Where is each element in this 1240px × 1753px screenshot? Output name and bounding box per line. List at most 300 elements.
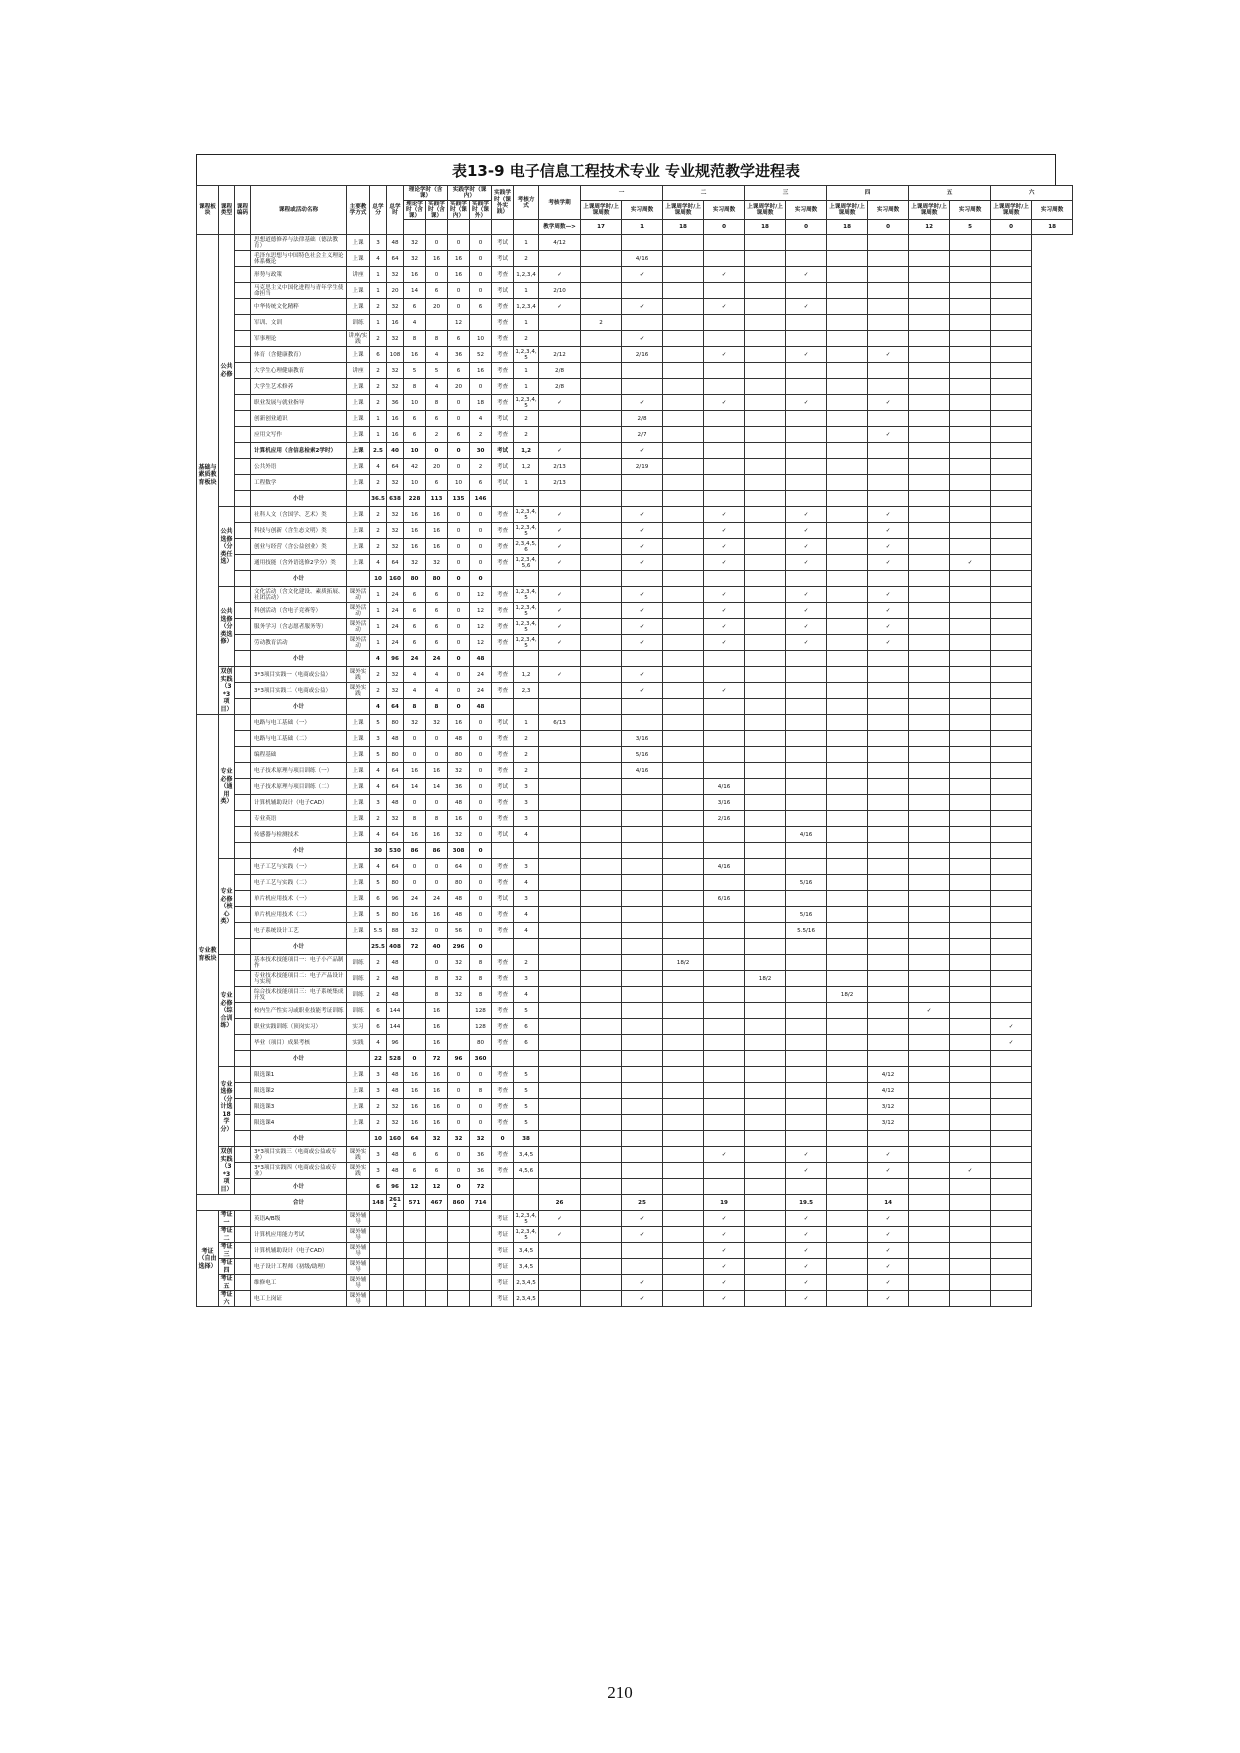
cell bbox=[827, 331, 868, 347]
cell: 0 bbox=[426, 955, 448, 971]
cell: 108 bbox=[387, 347, 404, 363]
cell bbox=[539, 1115, 581, 1131]
table-row bbox=[197, 891, 1073, 907]
cell bbox=[581, 1131, 622, 1147]
cell bbox=[745, 987, 786, 1003]
course-code bbox=[235, 827, 251, 843]
cell: 3/12 bbox=[868, 1099, 909, 1115]
cell bbox=[347, 1195, 370, 1211]
cell bbox=[663, 731, 704, 747]
cell bbox=[909, 411, 950, 427]
cell: 上课 bbox=[347, 523, 370, 539]
cell: 530 bbox=[387, 843, 404, 859]
cell: 1 bbox=[514, 715, 539, 731]
cell bbox=[704, 1115, 745, 1131]
cell bbox=[827, 827, 868, 843]
cell bbox=[704, 235, 745, 251]
cell bbox=[950, 1115, 991, 1131]
cell: 24 bbox=[426, 891, 448, 907]
cell: ✓ bbox=[786, 1211, 827, 1227]
cell bbox=[909, 763, 950, 779]
cell bbox=[950, 955, 991, 971]
cell bbox=[868, 235, 909, 251]
cell: 16 bbox=[426, 251, 448, 267]
course-name: 电子系统设计工艺 bbox=[251, 923, 347, 939]
cell bbox=[745, 1243, 786, 1259]
cell bbox=[827, 1051, 868, 1067]
cell: ✓ bbox=[622, 683, 663, 699]
cell: 3 bbox=[370, 235, 387, 251]
cell bbox=[370, 1275, 387, 1291]
cell bbox=[663, 875, 704, 891]
cell: 1,2,3,4,5 bbox=[515, 604, 537, 617]
cell: 上课 bbox=[347, 827, 370, 843]
cell: 0 bbox=[448, 587, 470, 603]
cell bbox=[950, 347, 991, 363]
cell: 考查 bbox=[492, 859, 514, 875]
cell bbox=[786, 315, 827, 331]
cell: 4 bbox=[370, 651, 387, 667]
cell: 3 bbox=[514, 779, 539, 795]
cell bbox=[827, 651, 868, 667]
cell bbox=[704, 1003, 745, 1019]
course-code bbox=[235, 747, 251, 763]
cell: 4/16 bbox=[622, 763, 663, 779]
cell bbox=[991, 251, 1032, 267]
header-year-1: 一 bbox=[581, 186, 663, 201]
cell: 2 bbox=[370, 811, 387, 827]
cell: 课外辅导 bbox=[347, 1211, 370, 1227]
cell: 16 bbox=[404, 1083, 426, 1099]
cell bbox=[470, 1275, 492, 1291]
cell bbox=[663, 1227, 704, 1243]
cell bbox=[539, 1099, 581, 1115]
course-name: 单片机应用技术（一） bbox=[251, 891, 347, 907]
cell bbox=[514, 651, 539, 667]
cell: 上课 bbox=[347, 763, 370, 779]
header-practice-week: 实习周数 bbox=[868, 201, 909, 220]
cell: 4 bbox=[370, 555, 387, 571]
cell: 考查 bbox=[492, 811, 514, 827]
cell bbox=[622, 1147, 663, 1163]
cell: 0 bbox=[470, 555, 492, 571]
cell bbox=[704, 651, 745, 667]
cell: 146 bbox=[470, 491, 492, 507]
cell: 2 bbox=[514, 955, 539, 971]
cell bbox=[663, 1019, 704, 1035]
cell bbox=[950, 523, 991, 539]
cell bbox=[704, 427, 745, 443]
cell: 8 bbox=[426, 331, 448, 347]
course-name: 毛泽东思想与中国特色社会主义理论体系概论 bbox=[251, 251, 347, 267]
cell bbox=[663, 1291, 704, 1307]
cell: 考试 bbox=[492, 251, 514, 267]
cell: 64 bbox=[387, 859, 404, 875]
cell bbox=[909, 507, 950, 523]
cell bbox=[909, 731, 950, 747]
cell: 4 bbox=[404, 683, 426, 699]
cell: 1 bbox=[514, 235, 539, 251]
cell: 0 bbox=[470, 939, 492, 955]
cell: 2,3,4,5,6 bbox=[515, 540, 537, 553]
cell bbox=[581, 1147, 622, 1163]
cell bbox=[950, 1035, 991, 1051]
cell: 考查 bbox=[492, 635, 514, 651]
cell bbox=[448, 1243, 470, 1259]
cell: ✓ bbox=[622, 523, 663, 539]
course-code bbox=[235, 251, 251, 267]
cell: 20 bbox=[448, 379, 470, 395]
cell bbox=[827, 539, 868, 555]
cell bbox=[786, 987, 827, 1003]
cell: ✓ bbox=[786, 347, 827, 363]
course-name: 职业实践训练（顶岗实习） bbox=[251, 1019, 347, 1035]
cell: ✓ bbox=[786, 523, 827, 539]
cell bbox=[581, 1243, 622, 1259]
header-week-count: 17 bbox=[581, 220, 622, 235]
cell bbox=[622, 923, 663, 939]
cell bbox=[539, 571, 581, 587]
cell bbox=[663, 1131, 704, 1147]
cell bbox=[786, 1019, 827, 1035]
cell bbox=[663, 331, 704, 347]
cell: 5 bbox=[370, 747, 387, 763]
cell: 上课 bbox=[347, 1099, 370, 1115]
cell: 16 bbox=[470, 363, 492, 379]
cell bbox=[991, 603, 1032, 619]
cell bbox=[991, 619, 1032, 635]
cell: 6 bbox=[370, 891, 387, 907]
table-row bbox=[197, 603, 1073, 619]
cell bbox=[581, 779, 622, 795]
cell: 课外活动 bbox=[347, 635, 370, 651]
cell bbox=[991, 699, 1032, 715]
cell: 32 bbox=[448, 987, 470, 1003]
cell bbox=[827, 363, 868, 379]
cell bbox=[991, 1115, 1032, 1131]
cell: ✓ bbox=[909, 1003, 950, 1019]
cell bbox=[539, 1083, 581, 1099]
cell: 32 bbox=[426, 1131, 448, 1147]
cell bbox=[745, 1147, 786, 1163]
cell: 2 bbox=[581, 315, 622, 331]
cell bbox=[581, 411, 622, 427]
cell: 24 bbox=[404, 891, 426, 907]
cell: ✓ bbox=[786, 635, 827, 651]
cell: 8 bbox=[404, 699, 426, 715]
cell: 80 bbox=[448, 875, 470, 891]
cell bbox=[622, 1179, 663, 1195]
cell bbox=[950, 235, 991, 251]
cell: ✓ bbox=[704, 299, 745, 315]
table-row bbox=[197, 1019, 1073, 1035]
cell bbox=[622, 779, 663, 795]
cell bbox=[581, 459, 622, 475]
header-module: 课程板块 bbox=[197, 186, 219, 235]
cell: 考查 bbox=[492, 347, 514, 363]
cell: 6 bbox=[426, 283, 448, 299]
cell bbox=[581, 731, 622, 747]
cell bbox=[663, 1275, 704, 1291]
course-name: 形势与政策 bbox=[251, 267, 347, 283]
cell: ✓ bbox=[786, 1227, 827, 1243]
cell: 16 bbox=[404, 1115, 426, 1131]
cell: 上课 bbox=[347, 1115, 370, 1131]
cell bbox=[909, 555, 950, 571]
cell bbox=[909, 603, 950, 619]
cell bbox=[663, 443, 704, 459]
cell bbox=[786, 1099, 827, 1115]
cell: 32 bbox=[387, 331, 404, 347]
cell bbox=[745, 1259, 786, 1275]
course-name: 职业发展与就业指导 bbox=[251, 395, 347, 411]
course-name: 电路与电工基础（二） bbox=[251, 731, 347, 747]
cell: 1 bbox=[370, 315, 387, 331]
group-name: 双创实践（3*3项目） bbox=[220, 668, 233, 713]
cell bbox=[827, 235, 868, 251]
course-name: 3*3项目实践二（电商或公益） bbox=[251, 683, 347, 699]
cell: 上课 bbox=[347, 283, 370, 299]
cell bbox=[868, 651, 909, 667]
cell: ✓ bbox=[622, 1227, 663, 1243]
cell bbox=[991, 459, 1032, 475]
header-practice-week: 实习周数 bbox=[622, 201, 663, 220]
cell bbox=[868, 731, 909, 747]
cell: 4 bbox=[370, 779, 387, 795]
cell: 0 bbox=[448, 1179, 470, 1195]
cell bbox=[539, 859, 581, 875]
cell bbox=[745, 779, 786, 795]
cell bbox=[745, 955, 786, 971]
cell: 0 bbox=[470, 875, 492, 891]
cell bbox=[663, 363, 704, 379]
subtotal-row bbox=[197, 1131, 1073, 1147]
cell bbox=[745, 763, 786, 779]
cell bbox=[663, 763, 704, 779]
cell: 2 bbox=[370, 1099, 387, 1115]
cell: 32 bbox=[404, 923, 426, 939]
cell bbox=[745, 891, 786, 907]
cell: ✓ bbox=[704, 683, 745, 699]
cert-row bbox=[197, 1211, 1073, 1227]
cell: ✓ bbox=[868, 1211, 909, 1227]
cell bbox=[991, 811, 1032, 827]
cell: 6 bbox=[448, 427, 470, 443]
header-prac-a: 实践学时（课内） bbox=[448, 201, 470, 220]
cell bbox=[663, 523, 704, 539]
cell bbox=[539, 763, 581, 779]
cell: 0 bbox=[470, 779, 492, 795]
cell bbox=[991, 235, 1032, 251]
course-name: 服务学习（含志愿者服务等） bbox=[251, 619, 347, 635]
cell bbox=[909, 1275, 950, 1291]
cell: ✓ bbox=[539, 603, 581, 619]
cell: 30 bbox=[470, 443, 492, 459]
cell bbox=[950, 459, 991, 475]
cell: ✓ bbox=[704, 523, 745, 539]
group-name: 双创实践（3*3项目） bbox=[220, 1148, 233, 1193]
cell: 5.5 bbox=[370, 923, 387, 939]
group-name: 专业必修（通用类） bbox=[219, 715, 235, 859]
cell bbox=[786, 1051, 827, 1067]
cell: ✓ bbox=[704, 347, 745, 363]
cell bbox=[448, 1019, 470, 1035]
cell: 考查 bbox=[492, 1019, 514, 1035]
cell: 32 bbox=[448, 1131, 470, 1147]
table-row bbox=[197, 907, 1073, 923]
cell: 上课 bbox=[347, 747, 370, 763]
cell bbox=[745, 699, 786, 715]
cell: 32 bbox=[387, 523, 404, 539]
cell bbox=[909, 459, 950, 475]
cell bbox=[539, 411, 581, 427]
cell bbox=[581, 1179, 622, 1195]
cell: 课外活动 bbox=[347, 603, 370, 619]
cell bbox=[991, 843, 1032, 859]
cell bbox=[745, 427, 786, 443]
cell: 4 bbox=[370, 763, 387, 779]
schedule-table bbox=[196, 185, 1073, 1307]
cell: ✓ bbox=[539, 443, 581, 459]
cell: ✓ bbox=[868, 1259, 909, 1275]
cell: 16 bbox=[426, 763, 448, 779]
cell bbox=[745, 1035, 786, 1051]
cell: 上课 bbox=[347, 475, 370, 491]
cell bbox=[745, 331, 786, 347]
cell bbox=[909, 379, 950, 395]
cell bbox=[745, 667, 786, 683]
cell bbox=[663, 859, 704, 875]
cell: ✓ bbox=[622, 1291, 663, 1307]
cell: ✓ bbox=[704, 507, 745, 523]
cell bbox=[663, 1211, 704, 1227]
cell bbox=[950, 699, 991, 715]
cell bbox=[514, 939, 539, 955]
cell bbox=[663, 939, 704, 955]
cell: 课外辅导 bbox=[347, 1291, 370, 1307]
cell bbox=[745, 907, 786, 923]
course-name: 编程基础 bbox=[251, 747, 347, 763]
cell: 48 bbox=[448, 891, 470, 907]
cell bbox=[950, 395, 991, 411]
cert-row bbox=[197, 1259, 1073, 1275]
cell: 24 bbox=[426, 651, 448, 667]
cell bbox=[827, 875, 868, 891]
cell bbox=[622, 987, 663, 1003]
cell bbox=[581, 1227, 622, 1243]
cell: 2 bbox=[370, 475, 387, 491]
cell bbox=[786, 1083, 827, 1099]
cell: 4 bbox=[514, 875, 539, 891]
table-row bbox=[197, 587, 1073, 603]
cell: 上课 bbox=[347, 347, 370, 363]
cell bbox=[539, 811, 581, 827]
cell bbox=[827, 1243, 868, 1259]
cell: 考证 bbox=[492, 1227, 514, 1243]
cell: 128 bbox=[470, 1019, 492, 1035]
cell bbox=[827, 1195, 868, 1211]
header-practice-week: 实习周数 bbox=[950, 201, 991, 220]
cell bbox=[404, 987, 426, 1003]
cell: 6 bbox=[404, 1147, 426, 1163]
cell: 26 bbox=[539, 1195, 581, 1211]
cell: 6 bbox=[470, 299, 492, 315]
course-code bbox=[235, 587, 251, 603]
cell bbox=[347, 1179, 370, 1195]
cell: 上课 bbox=[347, 795, 370, 811]
cell bbox=[909, 1179, 950, 1195]
cell: 16 bbox=[426, 1067, 448, 1083]
table-row bbox=[197, 747, 1073, 763]
cell: 64 bbox=[387, 699, 404, 715]
cell bbox=[581, 939, 622, 955]
cell: 0 bbox=[470, 1067, 492, 1083]
cert-name: 计算机辅助设计（电子CAD） bbox=[251, 1243, 347, 1259]
header-blank-3 bbox=[448, 220, 470, 235]
cell bbox=[704, 315, 745, 331]
cell: 52 bbox=[470, 347, 492, 363]
cell bbox=[539, 1067, 581, 1083]
cell bbox=[663, 315, 704, 331]
cell: 2/8 bbox=[622, 411, 663, 427]
cell bbox=[539, 491, 581, 507]
cell bbox=[991, 427, 1032, 443]
cell bbox=[448, 1275, 470, 1291]
cell: 296 bbox=[448, 939, 470, 955]
cell bbox=[581, 843, 622, 859]
course-code bbox=[235, 891, 251, 907]
cert-name: 英语A/B级 bbox=[251, 1211, 347, 1227]
course-name: 毕业（项目）成果考核 bbox=[251, 1035, 347, 1051]
cell: 6 bbox=[514, 1035, 539, 1051]
cell: ✓ bbox=[539, 555, 581, 571]
cell: 2 bbox=[370, 331, 387, 347]
cell bbox=[704, 987, 745, 1003]
cell: 48 bbox=[387, 971, 404, 987]
cell bbox=[539, 907, 581, 923]
cell bbox=[539, 1275, 581, 1291]
cell: 考试 bbox=[492, 779, 514, 795]
cell bbox=[492, 491, 514, 507]
course-code bbox=[235, 683, 251, 699]
cell: ✓ bbox=[622, 555, 663, 571]
cell bbox=[827, 251, 868, 267]
cell bbox=[950, 731, 991, 747]
cell bbox=[827, 507, 868, 523]
cell bbox=[909, 955, 950, 971]
cell bbox=[581, 491, 622, 507]
cell: 6 bbox=[426, 619, 448, 635]
cell: 32 bbox=[470, 1131, 492, 1147]
cell: 32 bbox=[426, 715, 448, 731]
cell: 80 bbox=[426, 571, 448, 587]
cell bbox=[745, 395, 786, 411]
cell bbox=[704, 955, 745, 971]
cell: 2/8 bbox=[539, 379, 581, 395]
cell bbox=[786, 1067, 827, 1083]
cell: 96 bbox=[387, 891, 404, 907]
course-code bbox=[235, 651, 251, 667]
cell: 5 bbox=[370, 875, 387, 891]
cell: 16 bbox=[404, 763, 426, 779]
table-row bbox=[197, 763, 1073, 779]
cell bbox=[663, 1195, 704, 1211]
cell bbox=[663, 411, 704, 427]
cell bbox=[909, 235, 950, 251]
cell bbox=[868, 571, 909, 587]
table-title: 表13-9 电子信息工程技术专业 专业规范教学进程表 bbox=[196, 154, 1056, 185]
cell: 1 bbox=[370, 619, 387, 635]
